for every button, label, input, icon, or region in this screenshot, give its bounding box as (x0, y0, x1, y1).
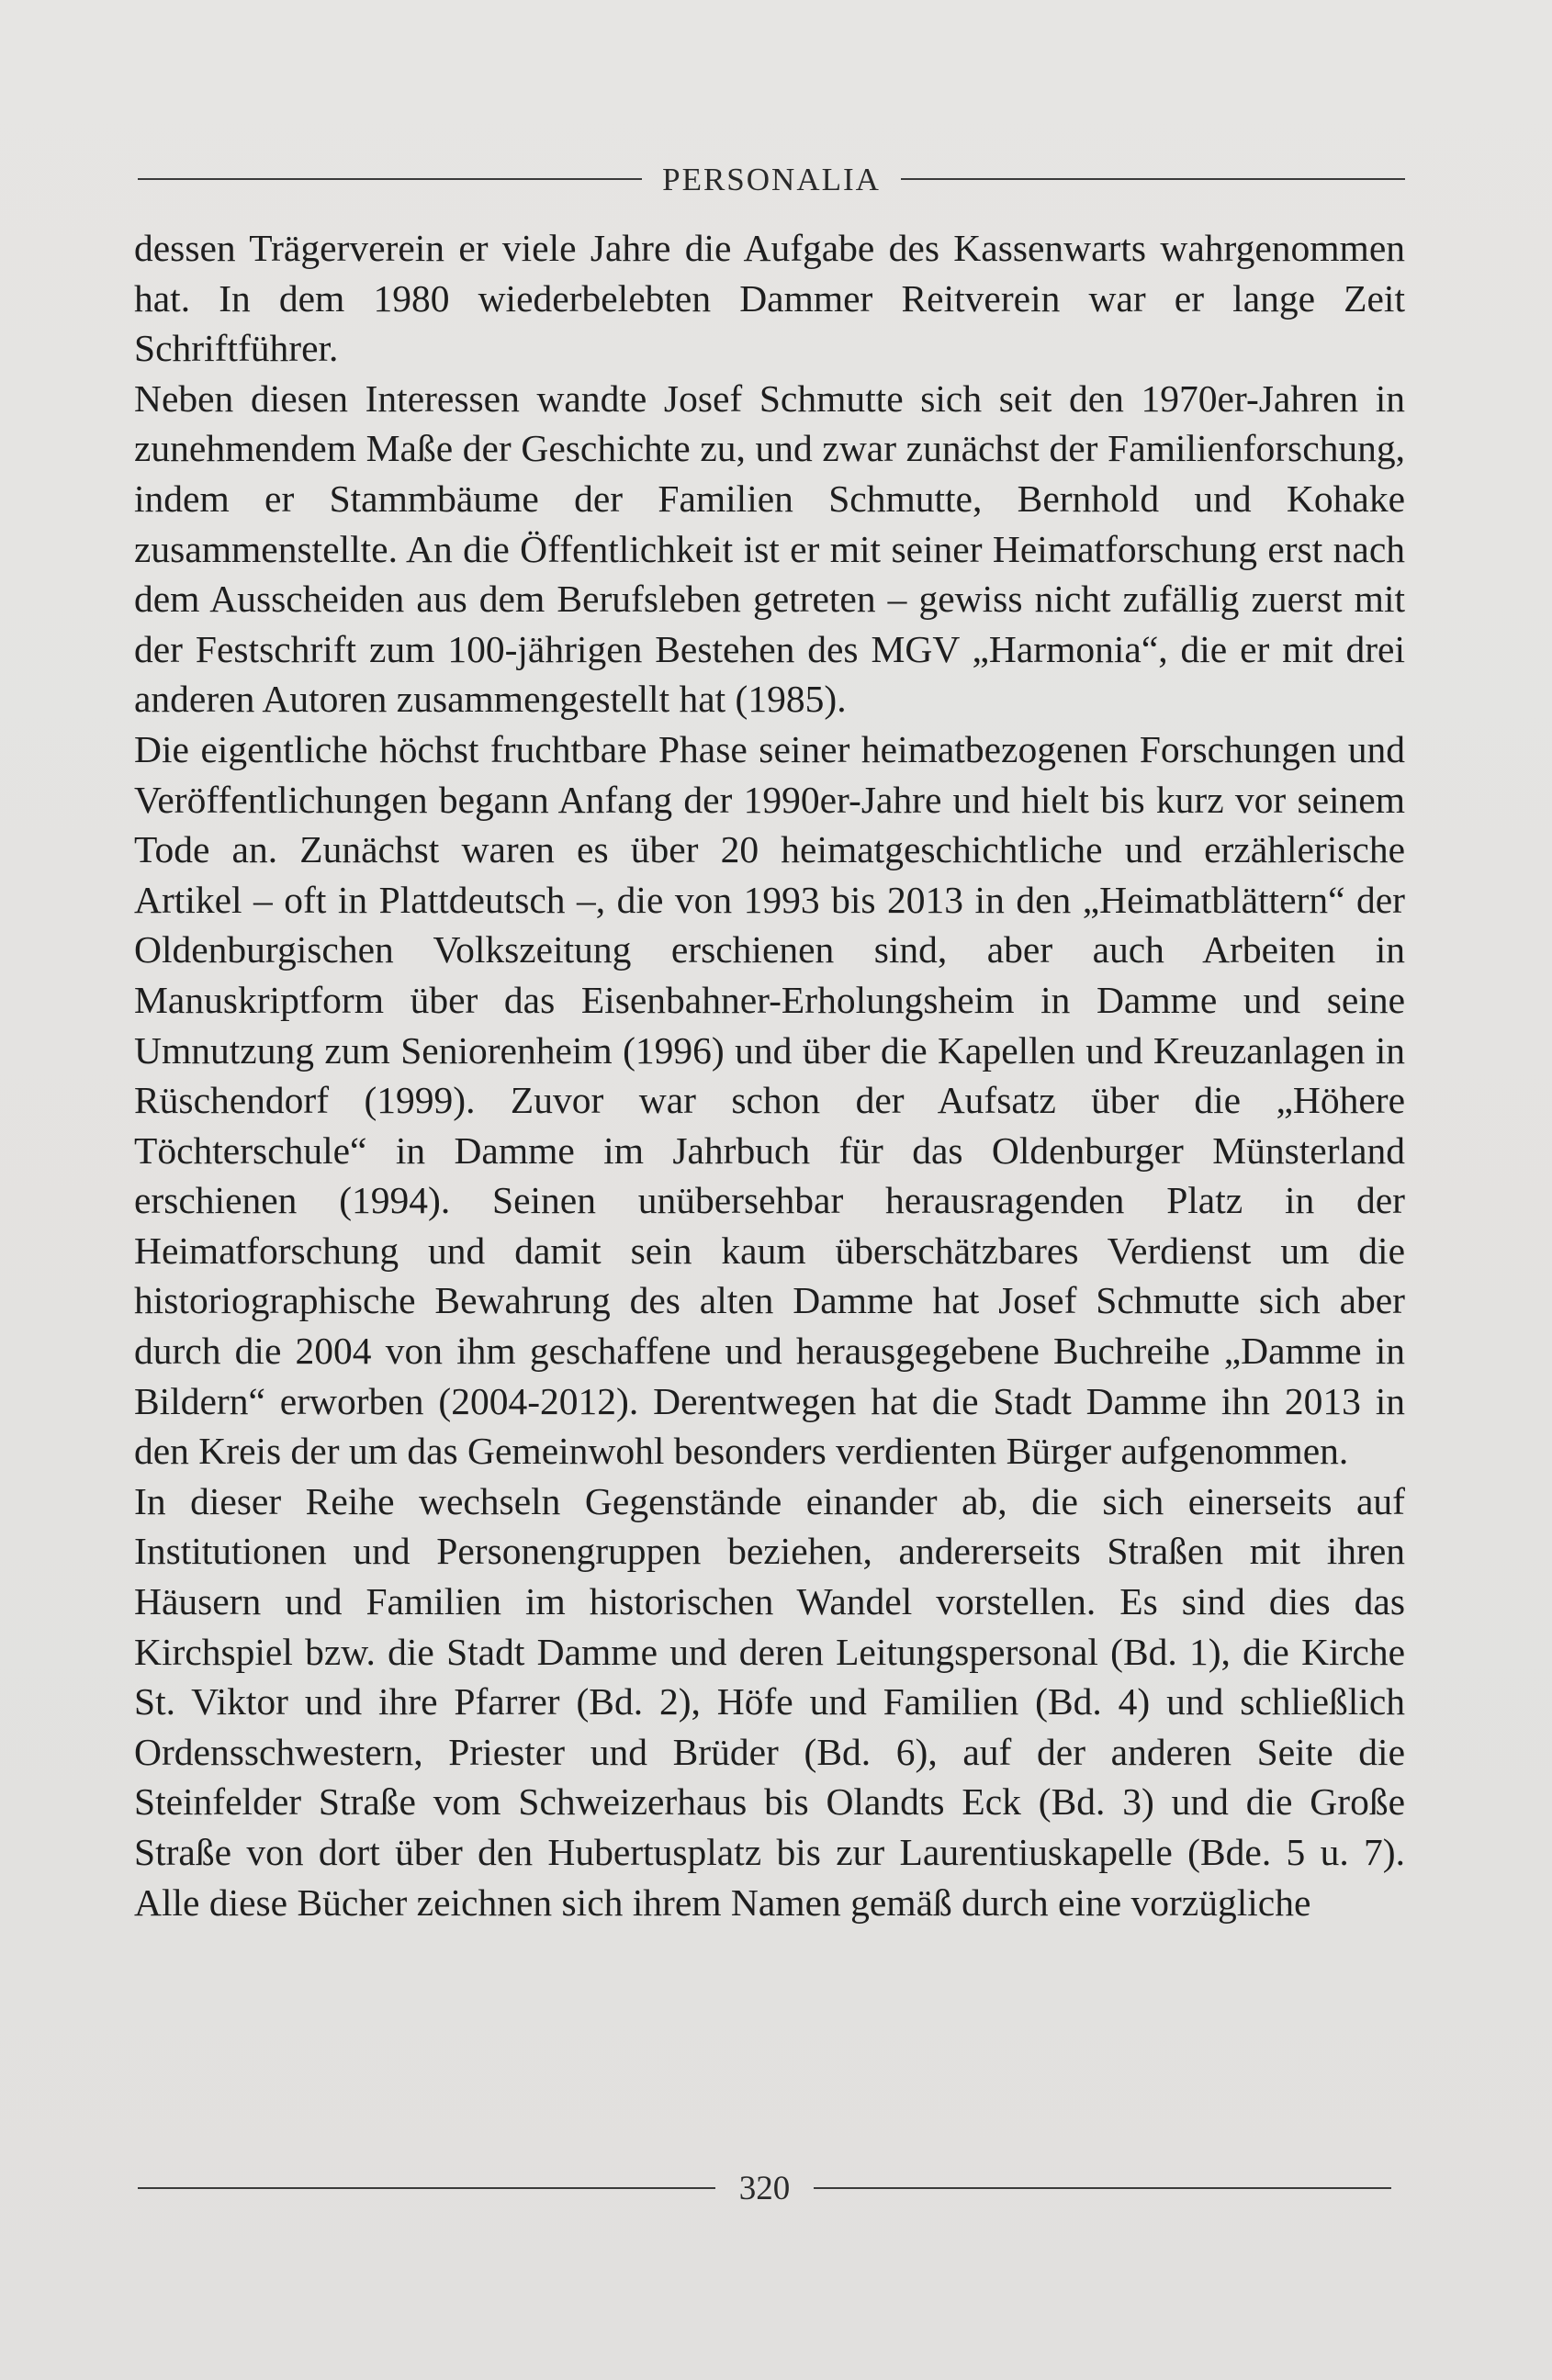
footer-rule-right (814, 2187, 1391, 2189)
page-footer (138, 2161, 1391, 2216)
running-header (138, 154, 1405, 204)
header-rule-left (138, 178, 642, 180)
paragraph-1: dessen Trägerverein er viele Jahre die Aufgabe des Kassenwarts wahrgenommen hat. In dem 1980 wiederbelebten Dammer Reitverein war er lange Zeit Schriftführer. (134, 227, 1405, 370)
paragraph-3: Die eigentliche höchst fruchtbare Phase seiner heimatbezogenen Forschungen und Veröffentlichungen begann Anfang der 1990er-Jahre und hielt bis kurz vor seinem Tode an. Zunächst waren es über 20 heimatgeschichtliche und erzählerische Artikel – oft in Plattdeutsch –, die von 1993 bis 2013 in den „Heimatblättern“ der Oldenburgischen Volkszeitung erschienen sind, aber auch Arbeiten in Manuskriptform über das Eisenbahner-Erholungsheim in Damme und seine Umnutzung zum Seniorenheim (1996) und über die Kapellen und Kreuzanlagen in Rüschendorf (1999). Zuvor war schon der Aufsatz über die „Höhere Töchterschule“ in Damme im Jahrbuch für das Oldenburger Münsterland erschienen (1994). Seinen unübersehbar herausragenden Platz in der Heimatforschung und damit sein kaum überschätzbares Verdienst um die historiographische Bewahrung des alten Damme hat Josef Schmutte sich aber durch die 2004 von ihm geschaffene und herausgegebene Buchreihe „Damme in Bildern“ erworben (2004-2012). Derentwegen hat die Stadt Damme ihn 2013 in den Kreis der um das Gemeinwohl besonders verdienten Bürger aufgenommen. (134, 727, 1405, 1473)
paragraph-4: In dieser Reihe wechseln Gegenstände einander ab, die sich einerseits auf Institutionen und Personengruppen beziehen, andererseits Straßen mit ihren Häusern und Familien im historischen Wandel vorstellen. Es sind dies das Kirchspiel bzw. die Stadt Damme und deren Leitungspersonal (Bd. 1), die Kirche St. Viktor und ihre Pfarrer (Bd. 2), Höfe und Familien (Bd. 4) und schließlich Ordensschwestern, Priester und Brüder (Bd. 6), auf der anderen Seite die Steinfelder Straße vom Schweizerhaus bis Olandts Eck (Bd. 3) und die Große Straße von dort über den Hubertusplatz bis zur Laurentiuskapelle (Bde. 5 u. 7). Alle diese Bücher zeichnen sich ihrem Namen gemäß durch eine vorzügliche (134, 1479, 1405, 1924)
paragraph-2: Neben diesen Interessen wandte Josef Schmutte sich seit den 1970er-Jahren in zunehmendem Maße der Geschichte zu, und zwar zunächst der Familienforschung, indem er Stammbäume der Familien Schmutte, Bernhold und Kohake zusammenstellte. An die Öffentlichkeit ist er mit seiner Heimatforschung erst nach dem Ausscheiden aus dem Berufsleben getreten – gewiss nicht zufällig zuerst mit der Festschrift zum 100-jährigen Bestehen des MGV „Harmonia“, die er mit drei anderen Autoren zusammengestellt hat (1985). (134, 376, 1405, 721)
page-number: 320 (738, 2169, 791, 2207)
footer-rule-left (138, 2187, 715, 2189)
header-rule-right (901, 178, 1405, 180)
body-text (134, 223, 1405, 1927)
running-header-title: PERSONALIA (662, 161, 881, 197)
